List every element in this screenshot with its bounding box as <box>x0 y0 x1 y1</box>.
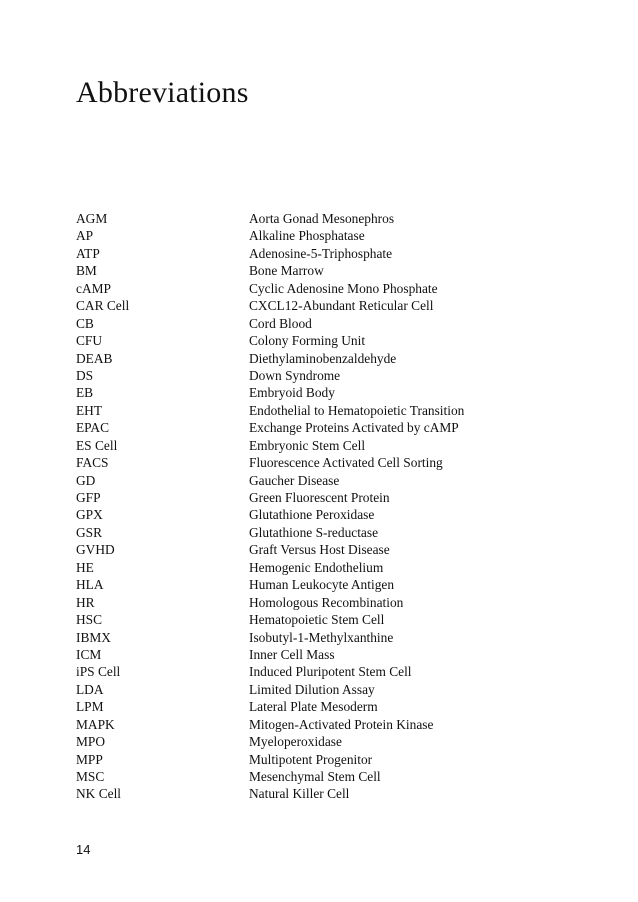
abbreviation-list <box>76 210 556 803</box>
abbreviation-row <box>76 663 556 680</box>
abbreviation-term: HE <box>76 559 94 575</box>
page-number: 14 <box>76 842 91 857</box>
abbreviation-definition: Cyclic Adenosine Mono Phosphate <box>249 280 438 296</box>
abbreviation-term: ES Cell <box>76 437 118 453</box>
abbreviation-definition: Colony Forming Unit <box>249 333 366 349</box>
abbreviation-definition: Cord Blood <box>249 315 312 331</box>
abbreviation-term: MPO <box>76 734 106 750</box>
abbreviation-definition: Mesenchymal Stem Cell <box>249 769 381 784</box>
abbreviation-term: GD <box>76 472 96 488</box>
abbreviation-term: DEAB <box>76 350 113 366</box>
abbreviation-definition: Hematopoietic Stem Cell <box>249 612 385 628</box>
abbreviation-row <box>76 541 556 558</box>
abbreviation-term: HR <box>76 594 95 610</box>
abbreviation-row <box>76 332 556 349</box>
abbreviation-term: EHT <box>76 402 103 418</box>
abbreviation-definition: Exchange Proteins Activated by cAMP <box>249 420 459 436</box>
abbreviation-row <box>76 262 556 279</box>
abbreviation-definition: Embryoid Body <box>249 385 335 401</box>
abbreviation-row <box>76 367 556 384</box>
abbreviation-term: AP <box>76 228 94 244</box>
abbreviation-term: MSC <box>76 769 105 784</box>
abbreviation-definition: Glutathione Peroxidase <box>249 507 375 523</box>
abbreviation-term: HLA <box>76 577 104 593</box>
abbreviation-term: IBMX <box>76 629 111 645</box>
abbreviation-definition: Hemogenic Endothelium <box>249 559 384 575</box>
abbreviation-term: CAR Cell <box>76 298 130 314</box>
abbreviation-term: NK Cell <box>76 786 122 802</box>
abbreviation-definition: Bone Marrow <box>249 263 324 279</box>
abbreviation-term: GFP <box>76 490 101 505</box>
abbreviation-row <box>76 524 556 541</box>
abbreviation-row <box>76 245 556 262</box>
abbreviation-term: EPAC <box>76 420 109 436</box>
abbreviation-definition: Embryonic Stem Cell <box>249 437 366 453</box>
abbreviation-definition: Glutathione S-reductase <box>249 524 379 540</box>
abbreviation-definition: Alkaline Phosphatase <box>249 228 365 244</box>
abbreviation-row <box>76 768 556 785</box>
abbreviation-term: MPP <box>76 751 103 767</box>
abbreviation-row <box>76 751 556 768</box>
abbreviation-term: DS <box>76 367 94 383</box>
abbreviation-term: LPM <box>76 699 104 715</box>
abbreviation-row <box>76 576 556 593</box>
abbreviation-row <box>76 402 556 419</box>
abbreviation-row <box>76 698 556 715</box>
abbreviation-term: AGM <box>76 211 108 226</box>
abbreviation-definition: Diethylaminobenzaldehyde <box>249 350 397 366</box>
abbreviation-row <box>76 472 556 489</box>
abbreviation-definition: Adenosine-5-Triphosphate <box>249 245 393 261</box>
abbreviation-definition: Homologous Recombination <box>249 594 404 610</box>
abbreviation-definition: Natural Killer Cell <box>249 786 350 802</box>
abbreviation-row <box>76 210 556 227</box>
abbreviation-row <box>76 646 556 663</box>
abbreviation-definition: Multipotent Progenitor <box>249 751 373 767</box>
abbreviation-definition: Mitogen-Activated Protein Kinase <box>249 716 434 732</box>
abbreviation-term: GSR <box>76 524 103 540</box>
abbreviation-term: EB <box>76 385 94 401</box>
abbreviation-term: HSC <box>76 612 103 628</box>
abbreviation-term: cAMP <box>76 280 111 296</box>
abbreviation-definition: Green Fluorescent Protein <box>249 490 390 505</box>
abbreviation-definition: CXCL12-Abundant Reticular Cell <box>249 298 434 314</box>
abbreviation-definition: Limited Dilution Assay <box>249 681 375 697</box>
abbreviation-row <box>76 716 556 733</box>
abbreviation-definition: Graft Versus Host Disease <box>249 542 390 558</box>
abbreviation-row <box>76 454 556 471</box>
abbreviation-row <box>76 315 556 332</box>
abbreviation-definition: Myeloperoxidase <box>249 734 342 750</box>
abbreviation-definition: Gaucher Disease <box>249 472 340 488</box>
abbreviation-definition: Endothelial to Hematopoietic Transition <box>249 402 465 418</box>
abbreviation-row <box>76 489 556 506</box>
abbreviation-row <box>76 559 556 576</box>
abbreviation-term: CB <box>76 315 94 331</box>
abbreviation-row <box>76 437 556 454</box>
abbreviation-row <box>76 419 556 436</box>
abbreviation-term: FACS <box>76 455 109 471</box>
abbreviation-definition: Lateral Plate Mesoderm <box>249 699 378 715</box>
abbreviation-row <box>76 384 556 401</box>
abbreviation-definition: Down Syndrome <box>249 367 341 383</box>
abbreviation-term: BM <box>76 263 97 279</box>
abbreviation-term: iPS Cell <box>76 664 121 680</box>
abbreviation-term: ICM <box>76 646 102 662</box>
abbreviation-row <box>76 297 556 314</box>
abbreviation-definition: Human Leukocyte Antigen <box>249 577 395 593</box>
abbreviation-definition: Isobutyl-1-Methylxanthine <box>249 629 394 645</box>
abbreviation-term: MAPK <box>76 716 115 732</box>
abbreviation-term: LDA <box>76 681 104 697</box>
abbreviation-row <box>76 629 556 646</box>
abbreviation-row <box>76 785 556 802</box>
abbreviation-row <box>76 594 556 611</box>
abbreviation-term: CFU <box>76 333 103 349</box>
abbreviation-term: ATP <box>76 245 100 261</box>
abbreviation-row <box>76 733 556 750</box>
abbreviation-row <box>76 681 556 698</box>
abbreviation-definition: Aorta Gonad Mesonephros <box>249 211 395 226</box>
abbreviation-row <box>76 350 556 367</box>
abbreviation-term: GVHD <box>76 542 115 558</box>
abbreviation-definition: Inner Cell Mass <box>249 646 335 662</box>
abbreviation-row <box>76 506 556 523</box>
abbreviation-row <box>76 227 556 244</box>
abbreviation-row <box>76 280 556 297</box>
page-title: Abbreviations <box>76 76 249 109</box>
abbreviation-row <box>76 611 556 628</box>
abbreviation-definition: Induced Pluripotent Stem Cell <box>249 664 412 680</box>
abbreviation-term: GPX <box>76 507 103 523</box>
abbreviation-definition: Fluorescence Activated Cell Sorting <box>249 455 443 471</box>
